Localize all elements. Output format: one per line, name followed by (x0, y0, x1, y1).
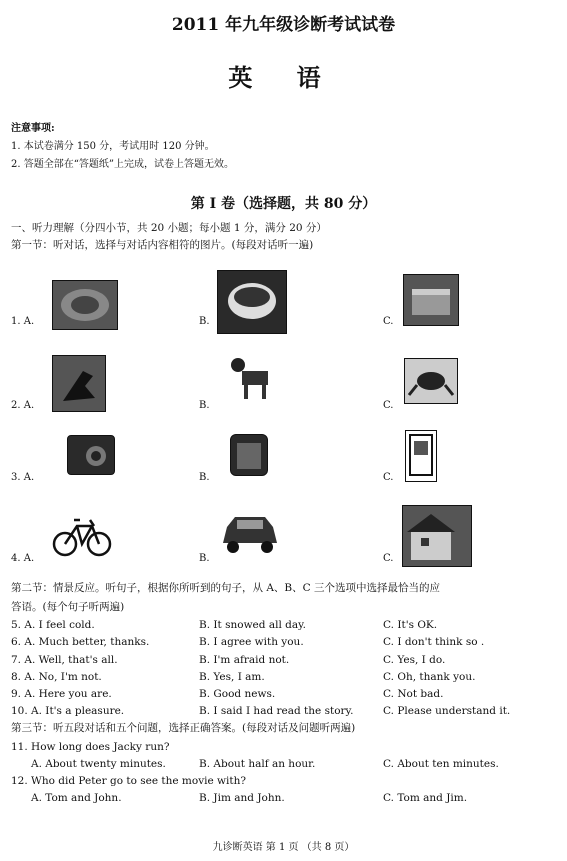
q6-option-c: C. I don't think so . (383, 636, 485, 648)
house-icon (402, 505, 472, 567)
q11-option-a: A. About twenty minutes. (31, 758, 166, 770)
listening-heading: 一、听力理解（分四小节，共 20 小题；每小题 1 分，满分 20 分） (11, 222, 327, 234)
q3-c-label: C. (383, 472, 394, 483)
q11-question: 11. How long does Jacky run? (11, 741, 170, 753)
q5-option-c: C. It's OK. (383, 619, 438, 631)
note-item-1: 1. 本试卷满分 150 分，考试用时 120 分钟。 (11, 141, 215, 152)
sub2-instruction-line2: 答语。(每个句子听两遍) (11, 601, 125, 613)
q12-question: 12. Who did Peter go to see the movie with? (11, 775, 247, 787)
bag-icon (230, 434, 268, 476)
exam-title: 2011 年九年级诊断考试试卷 (171, 15, 396, 35)
food-plate-icon (52, 280, 118, 330)
q2-a-label: 2. A. (11, 400, 35, 411)
q10-option-c: C. Please understand it. (383, 705, 511, 717)
q12-option-b: B. Jim and John. (199, 792, 285, 804)
q3-b-label: B. (199, 472, 210, 483)
q11-option-b: B. About half an hour. (199, 758, 316, 770)
q10-option-b: B. I said I had read the story. (199, 705, 354, 717)
q1-c-label: C. (383, 316, 394, 327)
sub1-instruction: 第一节：听对话，选择与对话内容相符的图片。(每段对话听一遍) (11, 239, 314, 251)
q7-option-c: C. Yes, I do. (383, 654, 446, 666)
cake-icon (403, 274, 459, 326)
q11-option-c: C. About ten minutes. (383, 758, 499, 770)
page-footer: 九诊断英语 第 1 页 （共 8 页） (212, 842, 355, 853)
dog-icon (228, 351, 280, 406)
q1-a-label: 1. A. (11, 316, 35, 327)
frog-icon (404, 358, 458, 404)
subject-title: 英 语 (228, 63, 339, 92)
notes-heading: 注意事项: (11, 123, 55, 134)
q6-option-a: 6. A. Much better, thanks. (11, 636, 150, 648)
q5-option-a: 5. A. I feel cold. (11, 619, 95, 631)
camera-icon (67, 435, 115, 475)
part1-title: 第 I 卷（选择题，共 80 分） (190, 196, 377, 212)
bird-icon (52, 355, 106, 412)
q9-option-b: B. Good news. (199, 688, 276, 700)
sub3-instruction: 第三节：听五段对话和五个问题，选择正确答案。(每段对话及问题听两遍) (11, 722, 356, 734)
note-item-2: 2. 答题全部在“答题纸”上完成，试卷上答题无效。 (11, 159, 234, 170)
q2-c-label: C. (383, 400, 394, 411)
q5-option-b: B. It snowed all day. (199, 619, 306, 631)
q10-option-a: 10. A. It's a pleasure. (11, 705, 125, 717)
q6-option-b: B. I agree with you. (199, 636, 304, 648)
q9-option-a: 9. A. Here you are. (11, 688, 112, 700)
q9-option-c: C. Not bad. (383, 688, 444, 700)
sub2-instruction-line1: 第二节：情景反应。听句子，根据你所听到的句子，从 A、B、C 三个选项中选择最恰当的应 (11, 582, 441, 594)
bicycle-icon (52, 510, 112, 558)
bowl-icon (217, 270, 287, 334)
q2-b-label: B. (199, 400, 210, 411)
q8-option-b: B. Yes, I am. (199, 671, 265, 683)
q8-option-c: C. Oh, thank you. (383, 671, 476, 683)
q4-c-label: C. (383, 553, 394, 564)
q7-option-a: 7. A. Well, that's all. (11, 654, 118, 666)
q4-b-label: B. (199, 553, 210, 564)
q8-option-a: 8. A. No, I'm not. (11, 671, 102, 683)
q1-b-label: B. (199, 316, 210, 327)
q12-option-c: C. Tom and Jim. (383, 792, 468, 804)
q7-option-b: B. I'm afraid not. (199, 654, 290, 666)
q12-option-a: A. Tom and John. (31, 792, 122, 804)
mobile-phone-icon (405, 430, 437, 482)
q4-a-label: 4. A. (11, 553, 35, 564)
car-icon (217, 503, 283, 559)
q3-a-label: 3. A. (11, 472, 35, 483)
